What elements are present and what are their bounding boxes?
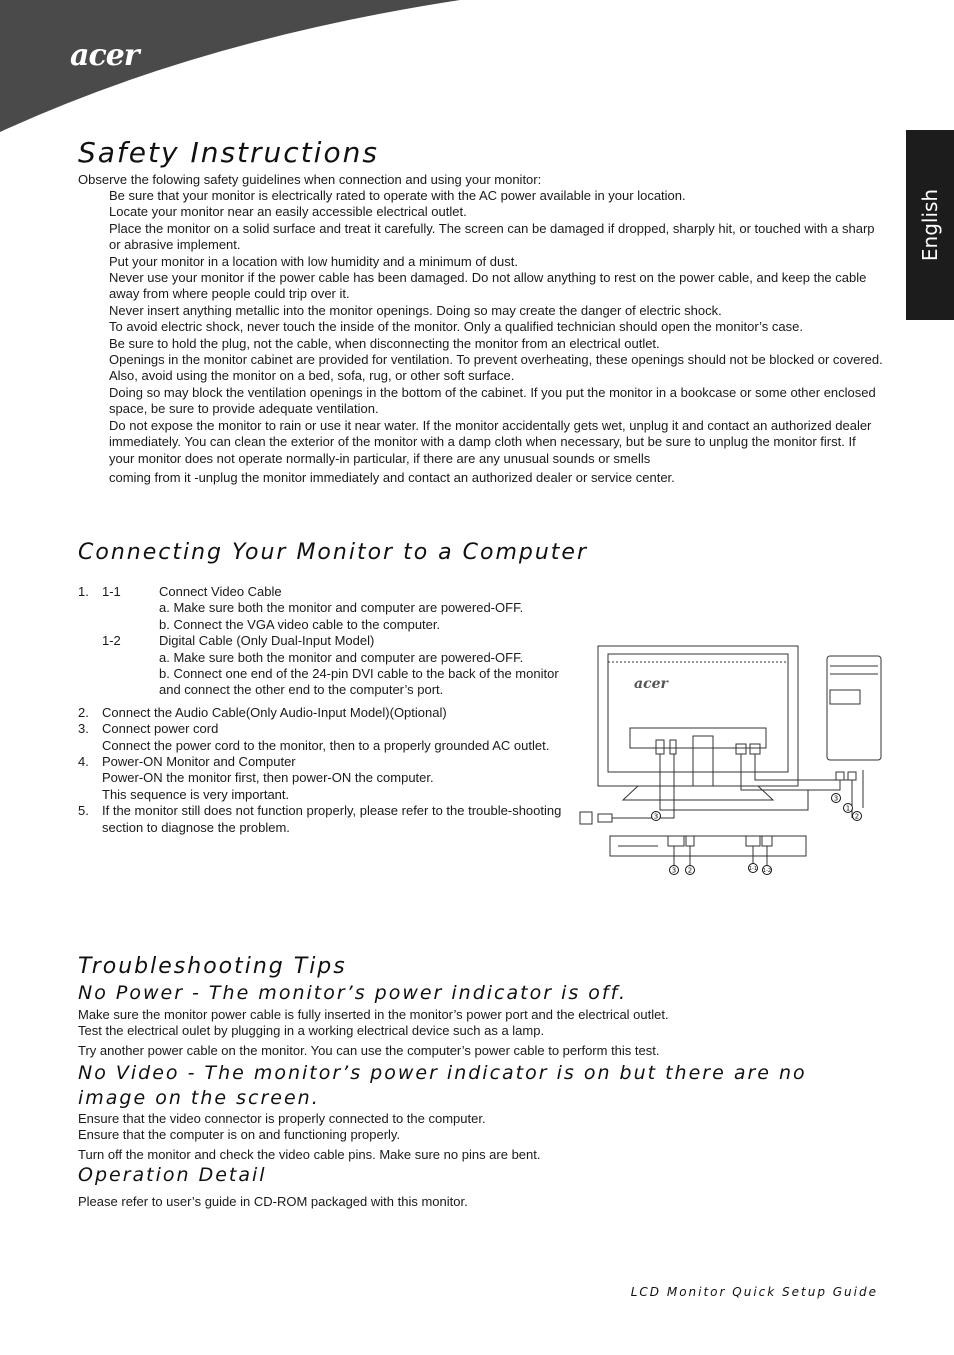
no-power-title: No Power - The monitor’s power indicator is off. — [78, 982, 627, 1004]
safety-item: Place the monitor on a solid surface and treat it carefully. The screen can be damaged if dropped, sharply hit, or touched with a sharp or abrasive implement. — [109, 220, 875, 253]
step-5 — [78, 803, 568, 836]
callout-1-top — [844, 804, 853, 813]
monitor-back-panel — [608, 654, 788, 772]
callout-1-1-bottom — [749, 864, 758, 873]
callout-1-2-bottom — [763, 866, 772, 875]
callout-label: 3 — [653, 812, 659, 821]
no-power-line: Test the electrical oulet by plugging in a working electrical device such as a lamp. — [78, 1023, 545, 1038]
step-number: 4. — [78, 754, 89, 770]
substep-number: 1-2 — [102, 633, 121, 649]
step-1-1 — [78, 584, 568, 633]
computer-port — [848, 772, 856, 780]
callout-2-bottom — [686, 866, 695, 875]
dvi-port — [736, 744, 746, 754]
safety-item: Do not expose the monitor to rain or use it near water. If the monitor accidentally gets wet, unplug it and contact an authorized dealer immediately. You can clean the exterior of the monitor with a damp cloth when necessary, but be sure to unplug the monitor first. If your monitor does not operate normally-in particular, if there are any unusual sounds or smells — [109, 417, 872, 466]
callout-3-plug — [652, 812, 661, 821]
no-power-line: Try another power cable on the monitor. You can use the computer’s power cable to perform this test. — [78, 1043, 660, 1058]
audio-port — [656, 740, 664, 754]
acer-logo: acer — [70, 38, 139, 73]
callout-label: 1-1 — [748, 866, 758, 872]
step-number: 3. — [78, 721, 89, 737]
safety-item: Never use your monitor if the power cable has been damaged. Do not allow anything to rest on the power cable, and keep the cable away from where people could trip over it. — [109, 270, 867, 302]
safety-item: Be sure that your monitor is electrically rated to operate with the AC power available in your location. — [109, 188, 686, 203]
safety-item: Locate your monitor near an easily accessible electrical outlet. — [109, 204, 467, 220]
troubleshooting-title: Troubleshooting Tips — [78, 954, 347, 979]
step-text: Connect the Audio Cable(Only Audio-Input Model)(Optional) — [102, 704, 447, 720]
computer-port — [836, 772, 844, 780]
step-number: 2. — [78, 704, 89, 720]
computer-tower — [827, 656, 881, 760]
safety-item: Openings in the monitor cabinet are provided for ventilation. To prevent overheating, these openings should not be blocked or covered. Also, avoid using the monitor on a bed, sofa, rug, or other soft surface. — [109, 352, 883, 384]
callout-label: 2 — [854, 812, 860, 821]
step-2 — [78, 705, 568, 721]
monitor-stand-base — [623, 786, 773, 800]
page-footer: LCD Monitor Quick Setup Guide — [630, 1285, 878, 1299]
safety-title: Safety Instructions — [78, 136, 379, 169]
language-tab-label: English — [918, 188, 942, 262]
step-number: 1. — [78, 584, 89, 599]
substep-number: 1-1 — [102, 584, 121, 599]
step-3 — [78, 721, 568, 754]
connecting-steps — [78, 584, 568, 836]
step-1-2 — [78, 633, 568, 699]
no-video-title: No Video - The monitor’s power indicator is on but there are no image on the screen. — [78, 1062, 807, 1109]
operation-detail-title: Operation Detail — [78, 1164, 267, 1186]
step-4 — [78, 754, 568, 803]
substep-line: a. Make sure both the monitor and computer are powered-OFF. — [159, 600, 524, 616]
outlet — [580, 812, 592, 824]
no-video-line: Ensure that the computer is on and functioning properly. — [78, 1127, 401, 1142]
no-video-line: Turn off the monitor and check the video cable pins. Make sure no pins are bent. — [78, 1147, 541, 1162]
safety-item: Be sure to hold the plug, not the cable, when disconnecting the monitor from an electrical outlet. — [109, 335, 660, 351]
safety-list — [109, 188, 884, 486]
no-video-line: Ensure that the video connector is properly connected to the computer. — [78, 1111, 486, 1126]
language-tab — [906, 130, 954, 320]
callout-label: 1-2 — [762, 868, 772, 874]
step-text: This sequence is very important. — [102, 786, 290, 802]
safety-item-continued: coming from it -unplug the monitor immediately and contact an authorized dealer or service center. — [109, 469, 675, 485]
substep-line: a. Make sure both the monitor and computer are powered-OFF. — [159, 649, 524, 665]
substep-line: b. Connect one end of the 24-pin DVI cable to the back of the monitor and connect the other end to the computer’s port. — [159, 666, 559, 698]
power-port — [670, 740, 676, 754]
step-title: Connect power cord — [102, 721, 219, 737]
safety-item: To avoid electric shock, never touch the inside of the monitor. Only a qualified technician should open the monitor’s case. — [109, 319, 803, 335]
callout-3-top — [832, 794, 841, 803]
safety-item: Never insert anything metallic into the monitor openings. Doing so may create the danger of electric shock. — [109, 302, 722, 318]
header-banner — [0, 0, 954, 140]
step-title: Power-ON Monitor and Computer — [102, 754, 296, 770]
no-power-line: Make sure the monitor power cable is fully inserted in the monitor’s power port and the electrical outlet. — [78, 1007, 669, 1022]
safety-intro: Observe the folowing safety guidelines when connection and using your monitor: — [78, 172, 542, 187]
callout-2-top — [853, 812, 862, 821]
connecting-title: Connecting Your Monitor to a Computer — [78, 540, 588, 565]
power-plug — [598, 814, 612, 822]
substep-line: b. Connect the VGA video cable to the computer. — [159, 616, 441, 632]
safety-item: Put your monitor in a location with low humidity and a minimum of dust. — [109, 253, 518, 269]
step-text: Power-ON the monitor first, then power-ON the computer. — [102, 770, 434, 786]
safety-item: Doing so may block the ventilation openings in the bottom of the cabinet. If you put the monitor in a bookcase or some other enclosed space, be sure to provide adequate ventilation. — [109, 384, 876, 417]
monitor-stand-neck — [693, 736, 713, 786]
substep-title: Digital Cable (Only Dual-Input Model) — [159, 633, 375, 649]
step-number: 5. — [78, 803, 89, 819]
callout-label: 1 — [845, 804, 851, 813]
vga-port — [750, 744, 760, 754]
callout-label: 2 — [687, 866, 693, 875]
monitor-back-outline — [598, 646, 798, 786]
step-text: Connect the power cord to the monitor, then to a properly grounded AC outlet. — [102, 737, 550, 753]
connection-diagram — [578, 640, 884, 880]
monitor-logo: acer — [634, 676, 668, 692]
step-text: If the monitor still does not function properly, please refer to the trouble-shooting section to diagnose the problem. — [102, 803, 562, 835]
substep-title: Connect Video Cable — [159, 584, 282, 599]
callout-label: 3 — [671, 866, 677, 875]
callout-label: 3 — [833, 794, 839, 803]
callout-3-bottom — [670, 866, 679, 875]
operation-detail-text: Please refer to user’s guide in CD-ROM packaged with this monitor. — [78, 1194, 468, 1209]
